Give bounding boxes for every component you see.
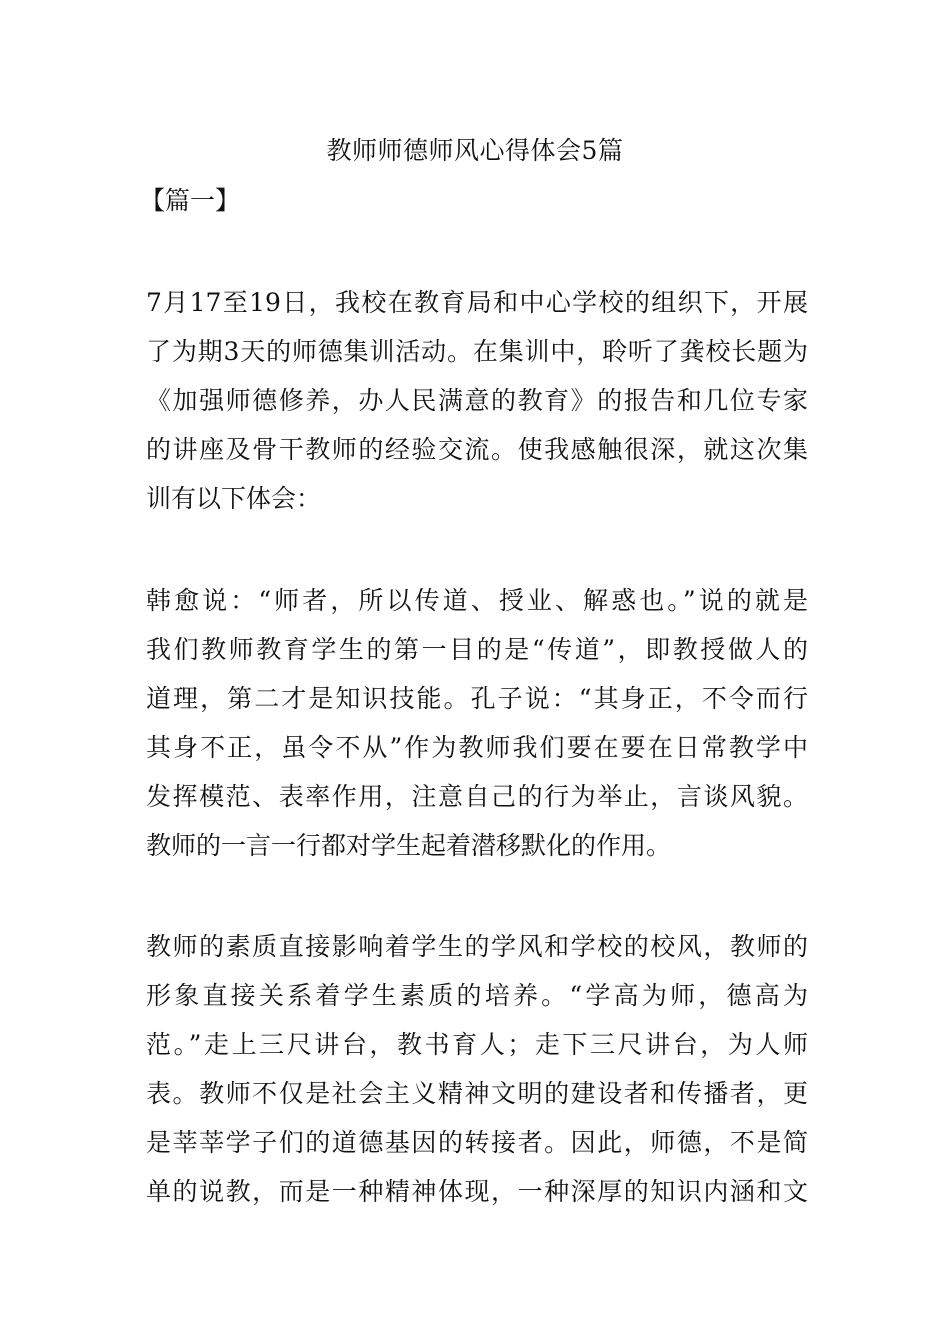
paragraph-3-line-3: 范。”走上三尺讲台，教书育人；走下三尺讲台，为人师 (146, 1030, 808, 1059)
paragraph-2-line-2: 我们教师教育学生的第一目的是“传道”，即教授做人的 (146, 635, 808, 664)
paragraph-3-line-6: 单的说教，而是一种精神体现，一种深厚的知识内涵和文 (146, 1177, 808, 1206)
paragraph-3-line-5: 是莘莘学子们的道德基因的转接者。因此，师德，不是简 (146, 1128, 808, 1157)
paragraph-3-line-4: 表。教师不仅是社会主义精神文明的建设者和传播者，更 (146, 1079, 808, 1108)
paragraph-1-line-5: 训有以下体会： (146, 484, 322, 513)
paragraph-1-line-4: 的讲座及骨干教师的经验交流。使我感触很深，就这次集 (146, 435, 808, 464)
paragraph-3-line-1: 教师的素质直接影响着学生的学风和学校的校风，教师的 (146, 932, 808, 961)
document-title: 教师师德师风心得体会5篇 (326, 136, 624, 165)
paragraph-2-line-4: 其身不正，虽令不从”作为教师我们要在要在日常教学中 (146, 733, 808, 762)
paragraph-2-line-5: 发挥模范、表率作用，注意自己的行为举止，言谈风貌。 (146, 782, 808, 811)
paragraph-1-line-3: 《加强师德修养，办人民满意的教育》的报告和几位专家 (146, 386, 808, 415)
paragraph-2-line-3: 道理，第二才是知识技能。孔子说：“其身正，不令而行 (146, 684, 808, 713)
section-label: 【篇一】 (140, 186, 241, 215)
paragraph-1-line-1: 7月17至19日，我校在教育局和中心学校的组织下，开展 (146, 288, 808, 317)
paragraph-2-line-1: 韩愈说：“师者，所以传道、授业、解惑也。”说的就是 (146, 586, 808, 615)
paragraph-3-line-2: 形象直接关系着学生素质的培养。“学高为师，德高为 (146, 981, 808, 1010)
paragraph-2-line-6: 教师的一言一行都对学生起着潜移默化的作用。 (146, 831, 672, 860)
paragraph-1-line-2: 了为期3天的师德集训活动。在集训中，聆听了龚校长题为 (146, 337, 808, 366)
